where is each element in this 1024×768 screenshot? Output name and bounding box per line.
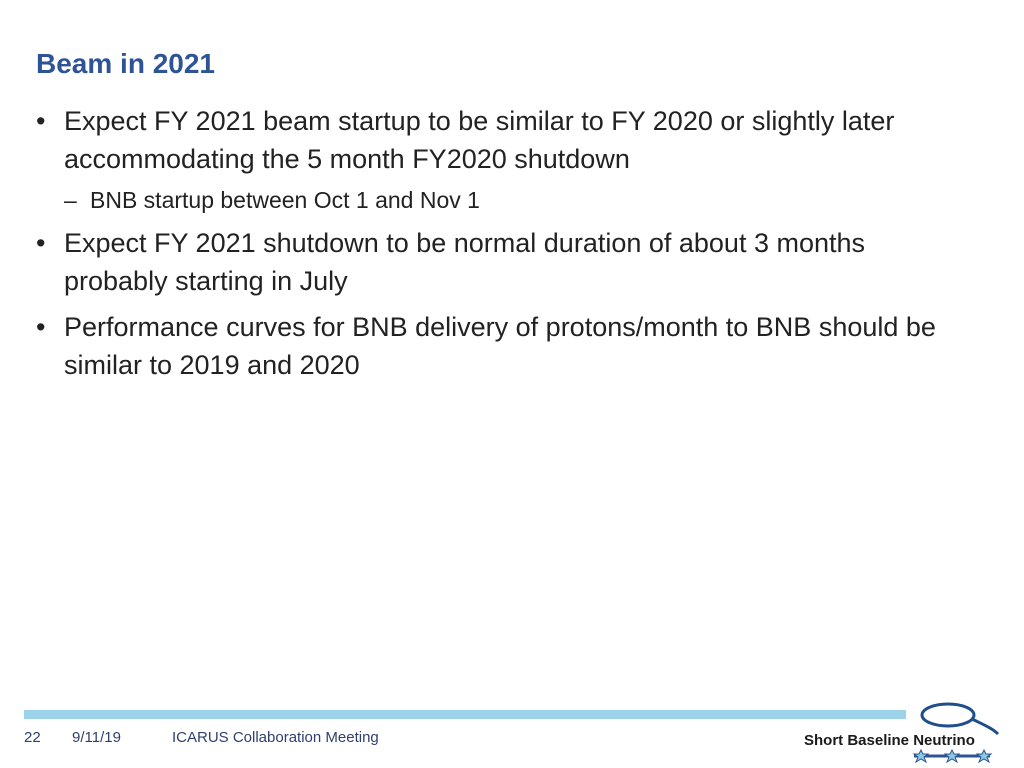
bullet-text-line: Performance curves for BNB delivery of protons/month to BNB should be bbox=[64, 312, 936, 342]
bullet-text-line: Expect FY 2021 shutdown to be normal duration of about 3 months bbox=[64, 228, 866, 258]
bullet-text-line: accommodating the 5 month FY2020 shutdown bbox=[64, 144, 630, 174]
sub-bullet-marker: – bbox=[64, 187, 77, 213]
page-number: 22 bbox=[24, 729, 41, 746]
slide-body bbox=[30, 102, 1005, 392]
sbn-logo bbox=[800, 700, 1006, 766]
bullet-marker: • bbox=[36, 228, 46, 258]
bullet-marker: • bbox=[36, 106, 46, 136]
bullet-text-line: similar to 2019 and 2020 bbox=[64, 350, 360, 380]
bullet-text-line: Expect FY 2021 beam startup to be similar to FY 2020 or slightly later bbox=[64, 106, 895, 136]
footer-meeting-name: ICARUS Collaboration Meeting bbox=[172, 729, 379, 746]
footer-date: 9/11/19 bbox=[72, 729, 121, 746]
slide-title: Beam in 2021 bbox=[36, 48, 215, 79]
bullet-marker: • bbox=[36, 312, 46, 342]
logo-text: Short Baseline Neutrino bbox=[804, 732, 975, 749]
bullet-item bbox=[30, 224, 1005, 300]
footer-accent-bar bbox=[24, 710, 906, 719]
bullet-item bbox=[30, 308, 1005, 384]
sub-bullet-text: BNB startup between Oct 1 and Nov 1 bbox=[90, 187, 480, 213]
bullet-item bbox=[30, 102, 1005, 178]
sub-bullet-item bbox=[30, 184, 1005, 216]
bullet-text-line: probably starting in July bbox=[64, 266, 348, 296]
